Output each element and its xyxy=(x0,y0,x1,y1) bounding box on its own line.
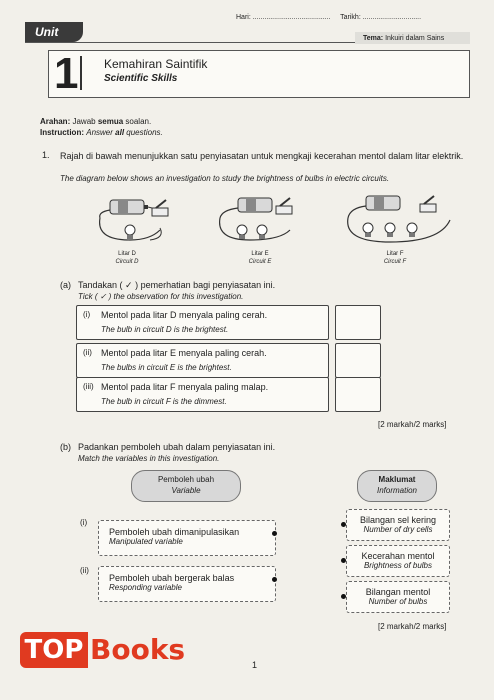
question-number: 1. xyxy=(42,150,50,160)
option-text-malay: Mentol pada litar E menyala paling cerah. xyxy=(101,348,267,358)
question-text-malay: Rajah di bawah menunjukkan satu penyiasatan untuk mengkaji kecerahan mentol dalam litar elektrik. xyxy=(60,151,464,161)
option-number: (i) xyxy=(83,310,91,319)
match-dot-left-2[interactable] xyxy=(272,577,277,582)
topbooks-logo-top: TOP xyxy=(20,632,88,668)
part-b-text-malay: Padankan pemboleh ubah dalam penyiasatan ini. xyxy=(78,442,276,452)
observation-option-2 xyxy=(76,343,329,378)
unit-title-english: Scientific Skills xyxy=(104,73,178,84)
match-dot-left-1[interactable] xyxy=(272,531,277,536)
circuit-e-label: Litar E Circuit E xyxy=(248,251,272,265)
part-a-marks: [2 markah/2 marks] xyxy=(378,420,447,429)
option-text-malay: Mentol pada litar D menyala paling cerah. xyxy=(101,310,268,320)
option-text-malay: Mentol pada litar F menyala paling malap. xyxy=(101,382,269,392)
date-fields xyxy=(236,14,421,21)
topbooks-logo-books: Books xyxy=(90,633,186,666)
hari-field: Hari: ........................................ xyxy=(236,14,331,21)
theme-label: Tema: xyxy=(363,34,384,42)
unit-divider xyxy=(80,56,82,90)
part-b-label: (b) xyxy=(60,442,71,452)
instruction-malay: Arahan: Jawab semua soalan. xyxy=(40,117,152,126)
match-dot-right-3[interactable] xyxy=(341,594,346,599)
left-item-1-number: (i) xyxy=(80,518,88,527)
information-header: Maklumat Information xyxy=(357,470,437,502)
question-text-english: The diagram below shows an investigation to study the brightness of bulbs in electric circuits. xyxy=(60,174,390,183)
tarikh-field: Tarikh: .............................. xyxy=(340,14,422,21)
part-a-text-malay: Tandakan ( ✓ ) pemerhatian bagi penyiasatan ini. xyxy=(78,280,276,290)
tick-box-1[interactable] xyxy=(335,305,381,340)
option-text-english: The bulb in circuit D is the brightest. xyxy=(101,325,229,334)
part-a-text-english: Tick ( ✓ ) the observation for this investigation. xyxy=(78,292,244,301)
part-b-text-english: Match the variables in this investigation. xyxy=(78,454,220,463)
right-item-number-bulbs: Bilangan mentol Number of bulbs xyxy=(346,581,450,613)
unit-title-malay: Kemahiran Saintifik xyxy=(104,57,208,71)
variable-header: Pemboleh ubah Variable xyxy=(131,470,241,502)
unit-tab: Unit xyxy=(25,22,83,42)
unit-number: 1 xyxy=(54,49,79,98)
option-number: (iii) xyxy=(83,382,94,391)
part-a-label: (a) xyxy=(60,280,71,290)
option-text-english: The bulb in circuit F is the dimmest. xyxy=(101,397,227,406)
theme-value: Inkuiri dalam Sains xyxy=(385,34,445,42)
option-number: (ii) xyxy=(83,348,92,357)
theme-box xyxy=(355,32,470,44)
tick-box-2[interactable] xyxy=(335,343,381,378)
left-item-manipulated: Pemboleh ubah dimanipulasikan Manipulated variable xyxy=(98,520,276,556)
circuit-e-drawing xyxy=(220,198,292,240)
instruction-english: Instruction: Answer all questions. xyxy=(40,128,163,137)
circuit-diagrams xyxy=(90,190,470,250)
right-item-dry-cells: Bilangan sel kering Number of dry cells xyxy=(346,509,450,541)
left-item-responding: Pemboleh ubah bergerak balas Responding variable xyxy=(98,566,276,602)
match-dot-right-2[interactable] xyxy=(341,558,346,563)
circuit-f-drawing xyxy=(348,196,450,242)
circuit-d-label: Litar D Circuit D xyxy=(115,251,139,265)
tick-box-3[interactable] xyxy=(335,377,381,412)
left-item-2-number: (ii) xyxy=(80,566,89,575)
right-item-brightness: Kecerahan mentol Brightness of bulbs xyxy=(346,545,450,577)
observation-option-1 xyxy=(76,305,329,340)
circuit-d-drawing xyxy=(100,200,168,240)
match-dot-right-1[interactable] xyxy=(341,522,346,527)
circuit-f-label: Litar F Circuit F xyxy=(383,251,407,265)
part-b-marks: [2 markah/2 marks] xyxy=(378,622,447,631)
option-text-english: The bulbs in circuit E is the brightest. xyxy=(101,363,232,372)
observation-option-3 xyxy=(76,377,329,412)
page-number: 1 xyxy=(252,660,258,670)
